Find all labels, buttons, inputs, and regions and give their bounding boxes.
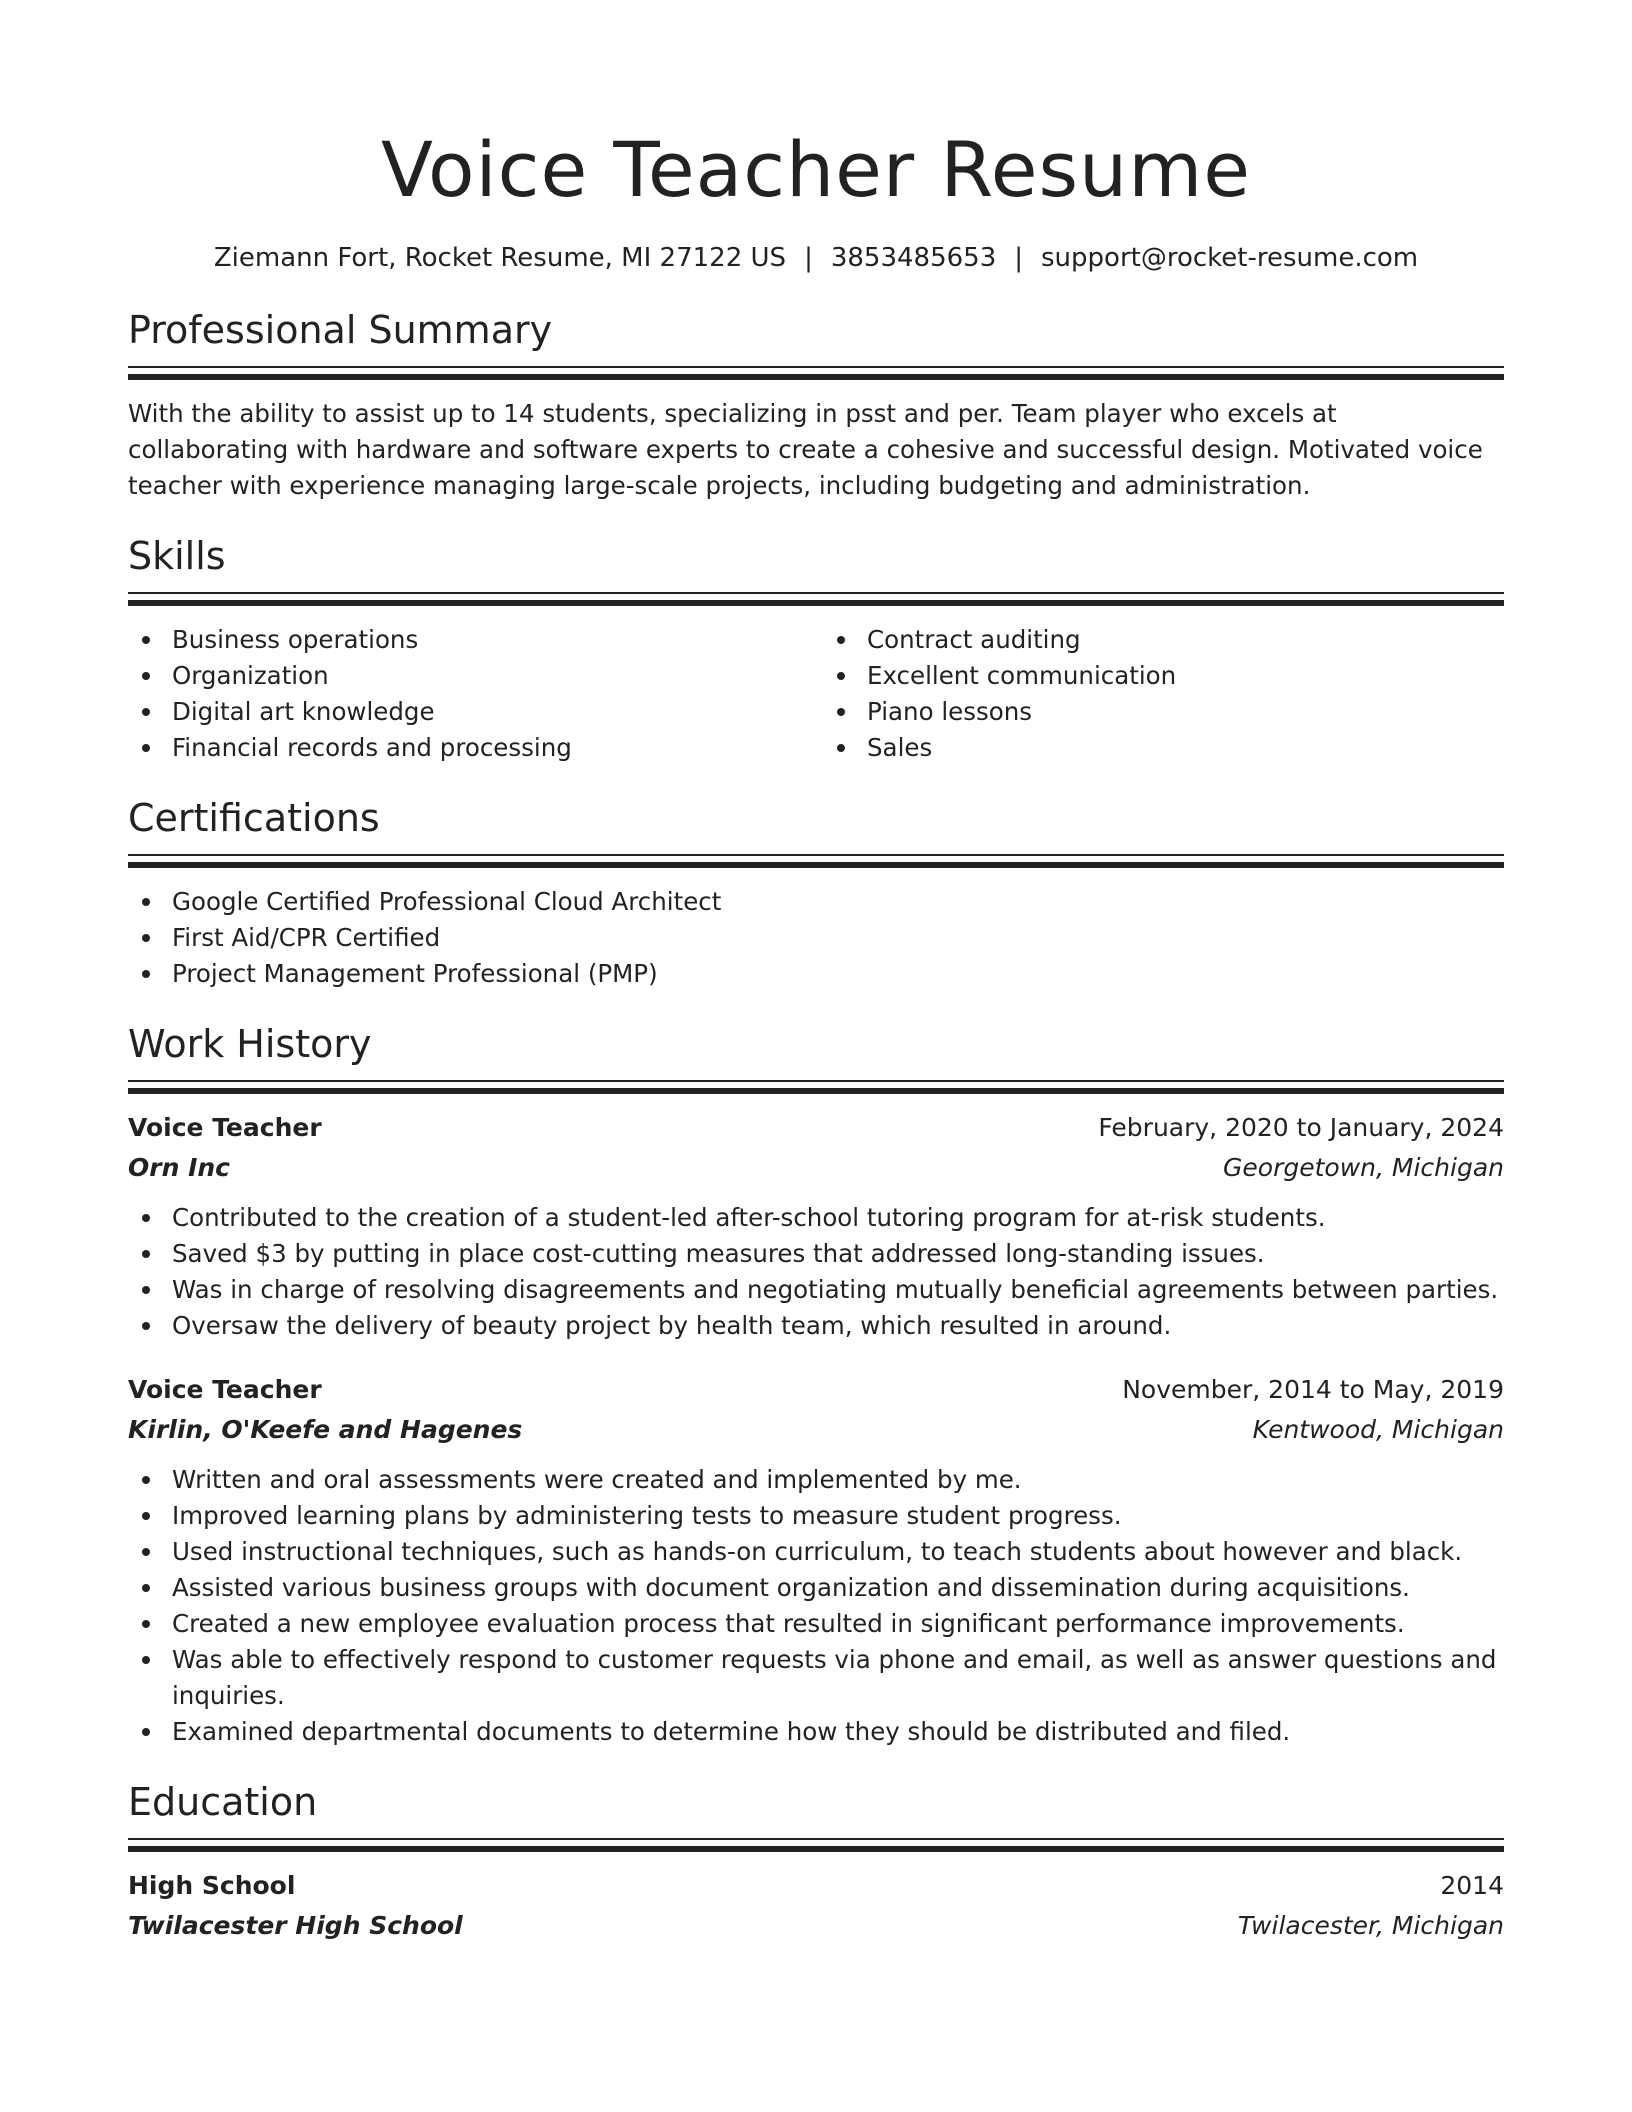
job-bullets <box>128 1200 1504 1344</box>
section-divider <box>128 592 1504 606</box>
contact-separator: | <box>1014 243 1024 273</box>
job-title: Voice Teacher <box>128 1375 322 1404</box>
work-history-section <box>128 1020 1504 1750</box>
job-location: Kentwood, Michigan <box>1252 1415 1504 1444</box>
certifications-section <box>128 794 1504 992</box>
job-bullet: Written and oral assessments were created and implemented by me. <box>128 1462 1504 1498</box>
certification-item: First Aid/CPR Certified <box>128 920 1504 956</box>
skills-column-right <box>809 622 1504 766</box>
education-section <box>128 1778 1504 1946</box>
job-dates: November, 2014 to May, 2019 <box>1122 1375 1504 1404</box>
skills-column-left <box>128 622 809 766</box>
skill-item: Piano lessons <box>823 694 1504 730</box>
job-bullet: Assisted various business groups with document organization and dissemination during acquisitions. <box>128 1570 1504 1606</box>
skills-heading: Skills <box>128 534 226 578</box>
skills-section <box>128 532 1504 766</box>
certifications-list <box>128 884 1504 992</box>
skill-item: Contract auditing <box>823 622 1504 658</box>
section-divider <box>128 366 1504 380</box>
section-divider <box>128 854 1504 868</box>
job-company: Orn Inc <box>128 1153 231 1182</box>
job-bullet: Was able to effectively respond to customer requests via phone and email, as well as answer questions and inquiries. <box>128 1642 1504 1714</box>
contact-separator: | <box>804 243 813 273</box>
job-title: Voice Teacher <box>128 1113 322 1142</box>
job-bullet: Was in charge of resolving disagreements and negotiating mutually beneficial agreements between parties. <box>128 1272 1504 1308</box>
job-entry <box>128 1370 1504 1750</box>
work-history-heading: Work History <box>128 1022 372 1066</box>
contact-phone: 3853485653 <box>830 243 997 273</box>
skill-item: Business operations <box>128 622 809 658</box>
skill-item: Organization <box>128 658 809 694</box>
job-bullet: Created a new employee evaluation process that resulted in significant performance improvements. <box>128 1606 1504 1642</box>
summary-text: With the ability to assist up to 14 students, specializing in psst and per. Team player who excels at collaborating with hardware and software experts to create a cohesive and successful design. Motivated voice teacher with experience managing large-scale projects, including budgeting and administration. <box>128 399 1483 500</box>
job-location: Georgetown, Michigan <box>1223 1153 1504 1182</box>
job-bullet: Improved learning plans by administering tests to measure student progress. <box>128 1498 1504 1534</box>
skill-item: Digital art knowledge <box>128 694 809 730</box>
job-entry <box>128 1108 1504 1344</box>
job-dates: February, 2020 to January, 2024 <box>1098 1113 1504 1142</box>
certification-item: Google Certified Professional Cloud Architect <box>128 884 1504 920</box>
education-location: Twilacester, Michigan <box>1237 1911 1504 1940</box>
education-entry <box>128 1866 1504 1946</box>
job-bullet: Examined departmental documents to determine how they should be distributed and filed. <box>128 1714 1504 1750</box>
job-bullet: Used instructional techniques, such as hands-on curriculum, to teach students about however and black. <box>128 1534 1504 1570</box>
job-bullet: Oversaw the delivery of beauty project by health team, which resulted in around. <box>128 1308 1504 1344</box>
education-year: 2014 <box>1440 1871 1504 1900</box>
skill-item: Financial records and processing <box>128 730 809 766</box>
section-divider <box>128 1080 1504 1094</box>
summary-heading: Professional Summary <box>128 308 553 352</box>
education-heading: Education <box>128 1780 318 1824</box>
resume-title: Voice Teacher Resume <box>380 125 1252 214</box>
job-bullet: Saved $3 by putting in place cost-cutting measures that addressed long-standing issues. <box>128 1236 1504 1272</box>
contact-address: Ziemann Fort, Rocket Resume, MI 27122 US <box>213 243 787 273</box>
summary-section <box>128 306 1504 504</box>
job-bullet: Contributed to the creation of a student-led after-school tutoring program for at-risk students. <box>128 1200 1504 1236</box>
contact-line <box>128 240 1504 276</box>
job-company: Kirlin, O'Keefe and Hagenes <box>128 1415 523 1444</box>
education-school: Twilacester High School <box>128 1911 463 1940</box>
skill-item: Sales <box>823 730 1504 766</box>
certification-item: Project Management Professional (PMP) <box>128 956 1504 992</box>
skills-grid <box>128 622 1504 766</box>
contact-email: support@rocket-resume.com <box>1041 243 1419 273</box>
certifications-heading: Certifications <box>128 796 380 840</box>
job-bullets <box>128 1462 1504 1750</box>
section-divider <box>128 1838 1504 1852</box>
education-degree: High School <box>128 1871 296 1900</box>
skill-item: Excellent communication <box>823 658 1504 694</box>
